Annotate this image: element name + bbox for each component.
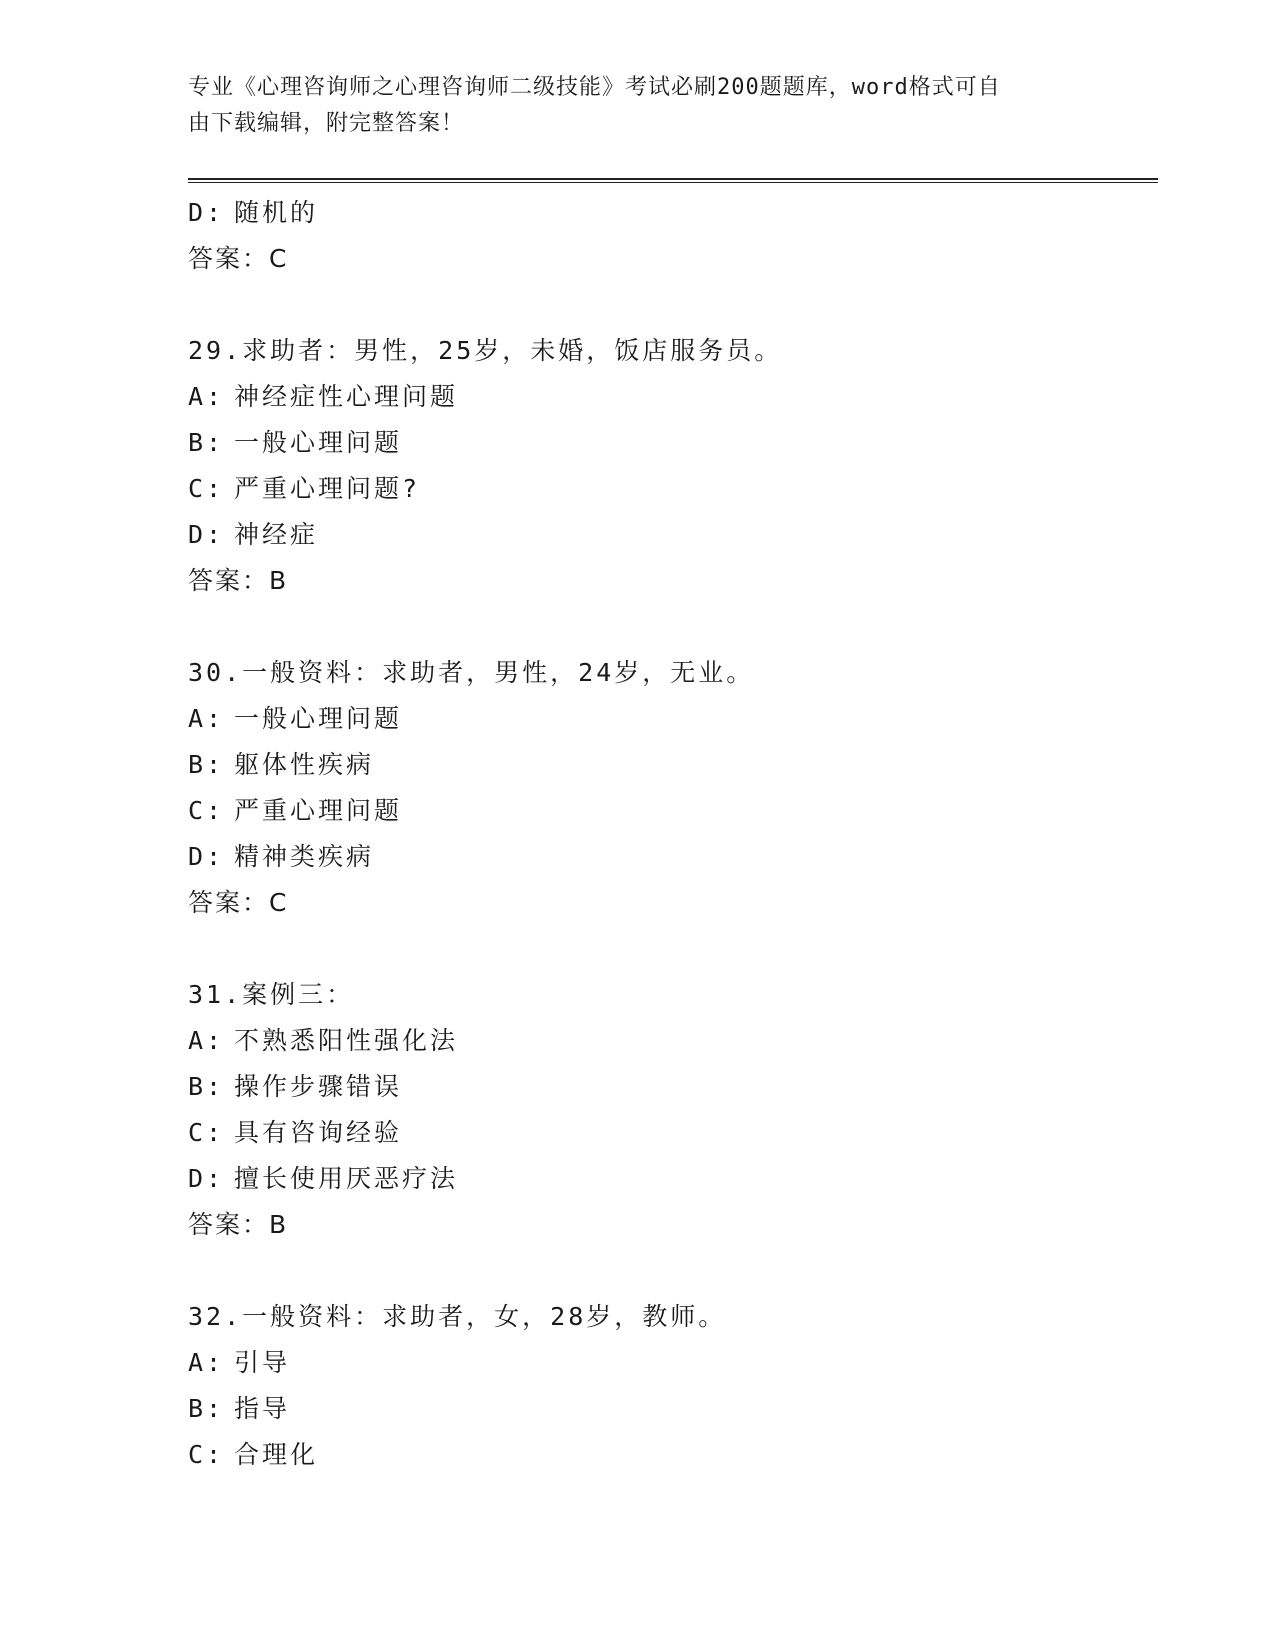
option-text: 合理化 xyxy=(234,1440,319,1469)
option-letter: B: xyxy=(188,1394,225,1423)
option-b xyxy=(188,420,1158,466)
option-b xyxy=(188,742,1158,788)
option-d xyxy=(188,512,1158,558)
header-line-1: 专业《心理咨询师之心理咨询师二级技能》考试必刷200题题库，word格式可自 xyxy=(188,75,1001,100)
option-a xyxy=(188,696,1158,742)
question-list xyxy=(188,190,1158,1478)
spacer xyxy=(188,604,1158,650)
option-letter: D: xyxy=(188,1164,225,1193)
spacer xyxy=(188,282,1158,328)
option-letter: B: xyxy=(188,750,225,779)
answer-line: 答案：B xyxy=(188,566,289,595)
header-line-2: 由下载编辑，附完整答案！ xyxy=(188,111,465,136)
option-b xyxy=(188,1064,1158,1110)
question-stem: 30.一般资料：求助者，男性，24岁，无业。 xyxy=(188,658,755,687)
header-divider xyxy=(188,178,1158,183)
answer-line: 答案：C xyxy=(188,244,289,273)
option-letter: C: xyxy=(188,474,225,503)
option-c xyxy=(188,788,1158,834)
spacer xyxy=(188,1248,1158,1294)
question-stem: 31.案例三： xyxy=(188,980,355,1009)
option-text: 擅长使用厌恶疗法 xyxy=(234,1164,459,1193)
option-d xyxy=(188,190,1158,236)
option-letter: A: xyxy=(188,1348,225,1377)
option-text: 一般心理问题 xyxy=(234,428,403,457)
option-a xyxy=(188,374,1158,420)
question-stem: 29.求助者：男性，25岁，未婚，饭店服务员。 xyxy=(188,336,783,365)
option-text: 神经症性心理问题 xyxy=(234,382,459,411)
option-letter: C: xyxy=(188,796,225,825)
option-letter: A: xyxy=(188,1026,225,1055)
option-letter: A: xyxy=(188,704,225,733)
option-letter: B: xyxy=(188,428,225,457)
option-a xyxy=(188,1018,1158,1064)
option-letter: D: xyxy=(188,842,225,871)
option-text: 精神类疾病 xyxy=(234,842,375,871)
option-text: 严重心理问题 xyxy=(234,796,403,825)
option-letter: C: xyxy=(188,1440,225,1469)
spacer xyxy=(188,926,1158,972)
option-letter: D: xyxy=(188,520,225,549)
document-header xyxy=(188,70,1088,142)
option-a xyxy=(188,1340,1158,1386)
option-c xyxy=(188,1110,1158,1156)
option-letter: B: xyxy=(188,1072,225,1101)
option-d xyxy=(188,834,1158,880)
option-b xyxy=(188,1386,1158,1432)
option-text: 操作步骤错误 xyxy=(234,1072,403,1101)
option-letter: D: xyxy=(188,198,225,227)
option-text: 躯体性疾病 xyxy=(234,750,375,779)
option-text: 不熟悉阳性强化法 xyxy=(234,1026,459,1055)
option-text: 随机的 xyxy=(234,198,319,227)
option-text: 一般心理问题 xyxy=(234,704,403,733)
question-stem: 32.一般资料：求助者，女，28岁，教师。 xyxy=(188,1302,727,1331)
option-text: 严重心理问题? xyxy=(234,474,421,503)
option-letter: A: xyxy=(188,382,225,411)
option-letter: C: xyxy=(188,1118,225,1147)
option-text: 神经症 xyxy=(234,520,319,549)
option-c xyxy=(188,1432,1158,1478)
answer-line: 答案：C xyxy=(188,888,289,917)
option-text: 指导 xyxy=(234,1394,291,1423)
option-d xyxy=(188,1156,1158,1202)
option-c xyxy=(188,466,1158,512)
option-text: 引导 xyxy=(234,1348,291,1377)
answer-line: 答案：B xyxy=(188,1210,289,1239)
option-text: 具有咨询经验 xyxy=(234,1118,403,1147)
